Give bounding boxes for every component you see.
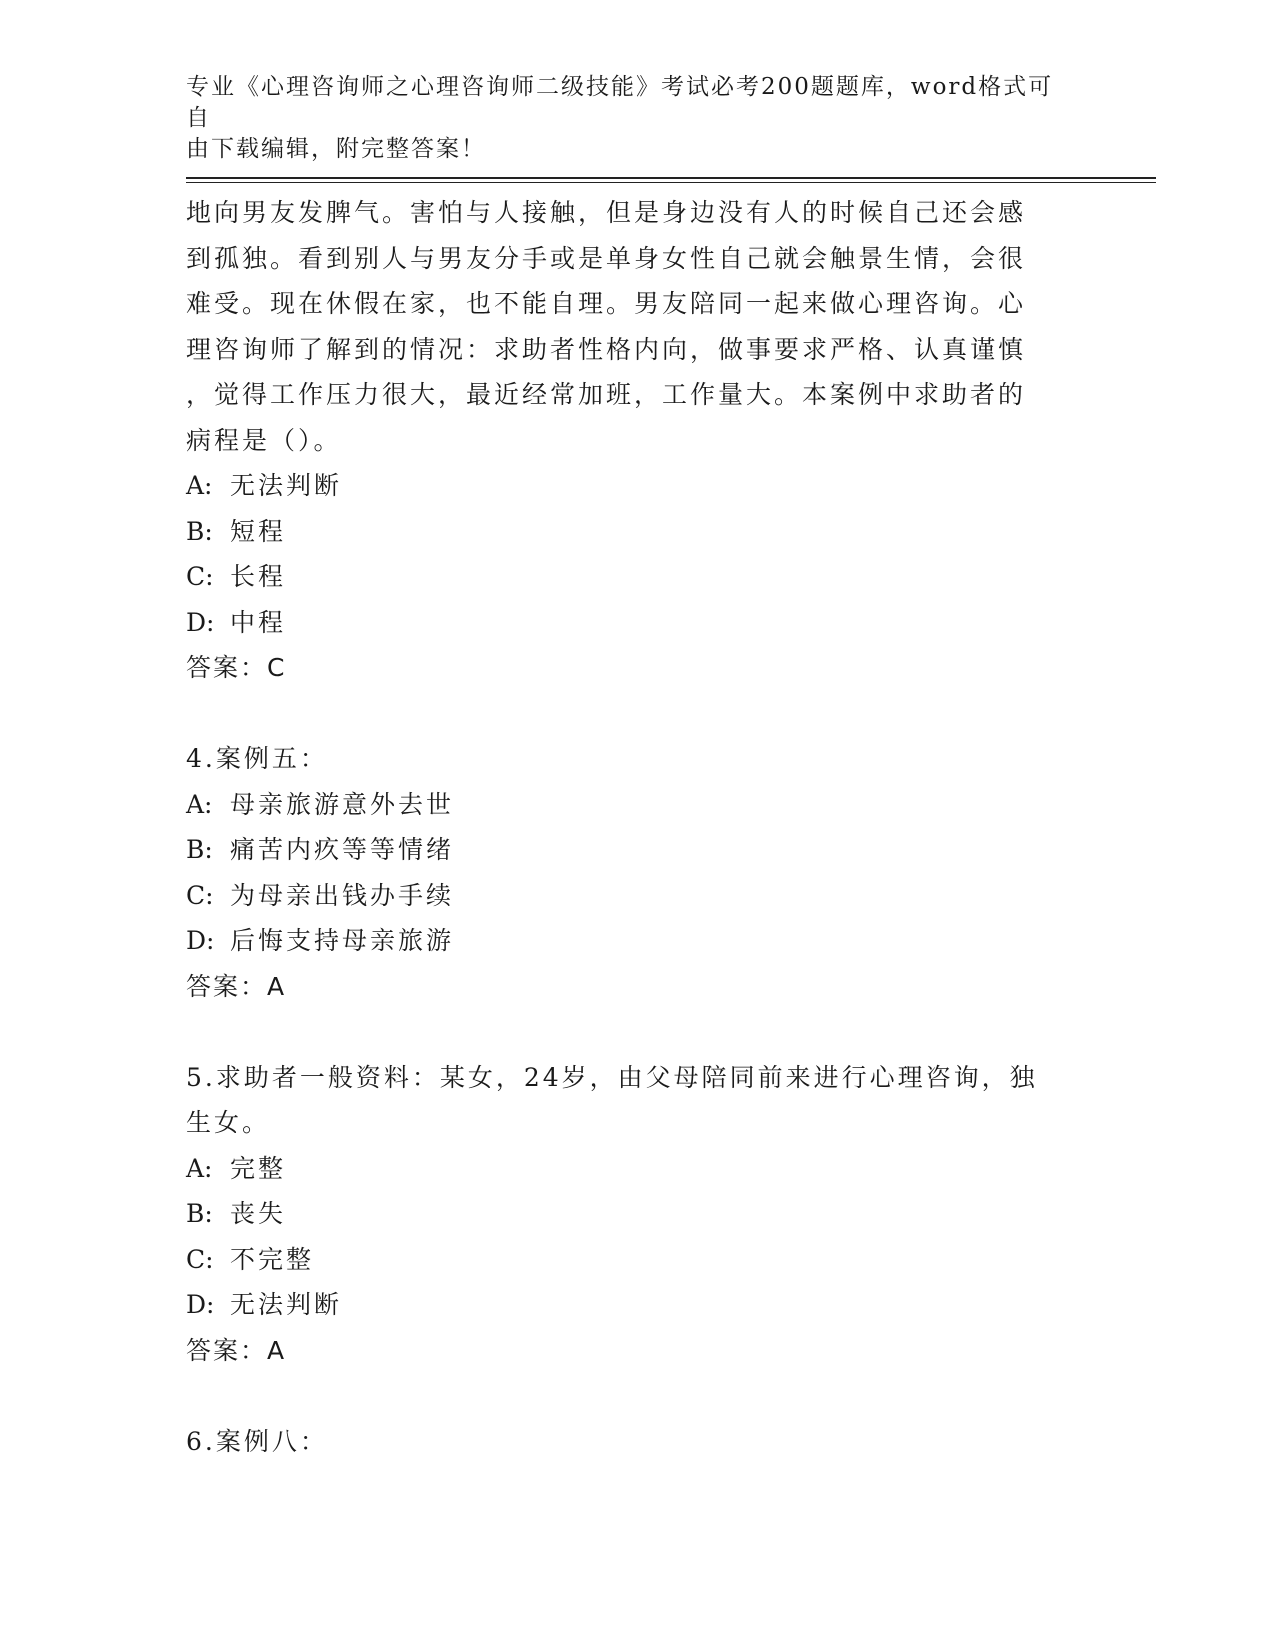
option-letter: D:: [186, 607, 215, 637]
option-a: [186, 782, 1086, 828]
option-text: 母亲旅游意外去世: [230, 789, 455, 819]
option-text: 长程: [230, 562, 287, 591]
option-c: [186, 873, 1086, 919]
answer-line: 答案：C: [186, 653, 287, 682]
question-text-line: 病程是（）。: [186, 425, 342, 455]
option-a: [186, 1146, 1086, 1192]
spacer: [186, 1373, 1086, 1419]
option-c: [186, 554, 1086, 600]
option-text: 痛苦内疚等等情绪: [230, 835, 455, 864]
question-text-line: ，觉得工作压力很大，最近经常加班，工作量大。本案例中求助者的: [186, 380, 1027, 409]
header-line-1: 专业《心理咨询师之心理咨询师二级技能》考试必考200题题库，word格式可自: [186, 74, 1054, 131]
option-letter: A:: [186, 1153, 213, 1183]
spacer: [186, 691, 1086, 737]
option-letter: C:: [186, 880, 214, 910]
option-letter: D:: [186, 926, 215, 955]
document-body: [186, 190, 1086, 1464]
option-b: [186, 509, 1086, 555]
option-text: 中程: [230, 607, 287, 637]
question-title: 6.案例八：: [186, 1426, 328, 1456]
option-b: [186, 827, 1086, 873]
option-text: 为母亲出钱办手续: [230, 880, 455, 910]
document-header: [186, 72, 1066, 165]
question-text-line: 生女。: [186, 1108, 271, 1137]
question-3: [186, 190, 1086, 691]
answer-line: 答案：A: [186, 971, 287, 1001]
spacer: [186, 1009, 1086, 1055]
option-b: [186, 1191, 1086, 1237]
option-letter: A:: [186, 471, 213, 500]
option-d: [186, 1282, 1086, 1328]
question-4: [186, 736, 1086, 1009]
option-a: [186, 463, 1086, 509]
option-d: [186, 600, 1086, 646]
question-title: 4.案例五：: [186, 744, 328, 773]
option-text: 无法判断: [230, 471, 343, 500]
header-line-2: 由下载编辑，附完整答案！: [186, 136, 486, 162]
header-divider-thick: [186, 177, 1156, 179]
option-letter: A:: [186, 789, 213, 819]
option-text: 无法判断: [230, 1290, 343, 1319]
question-text-line: 理咨询师了解到的情况：求助者性格内向，做事要求严格、认真谨慎: [186, 334, 1027, 364]
question-text-line: 到孤独。看到别人与男友分手或是单身女性自己就会触景生情，会很: [186, 243, 1027, 273]
option-d: [186, 918, 1086, 964]
option-letter: B:: [186, 1199, 213, 1228]
option-letter: C:: [186, 562, 214, 591]
option-text: 完整: [230, 1153, 287, 1183]
option-letter: C:: [186, 1244, 214, 1274]
question-5: [186, 1055, 1086, 1374]
option-c: [186, 1237, 1086, 1283]
option-letter: B:: [186, 835, 213, 864]
option-text: 丧失: [230, 1199, 287, 1228]
option-letter: B:: [186, 516, 213, 546]
option-text: 短程: [230, 516, 287, 546]
question-text-line: 难受。现在休假在家，也不能自理。男友陪同一起来做心理咨询。心: [186, 289, 1027, 318]
question-text-line: 5.求助者一般资料：某女，24岁，由父母陪同前来进行心理咨询，独: [186, 1062, 1038, 1092]
answer-line: 答案：A: [186, 1335, 287, 1365]
header-divider-thin: [186, 182, 1156, 183]
question-6: [186, 1419, 1086, 1465]
question-text-line: 地向男友发脾气。害怕与人接触，但是身边没有人的时候自己还会感: [186, 198, 1027, 227]
option-text: 后悔支持母亲旅游: [230, 926, 455, 955]
option-letter: D:: [186, 1290, 215, 1319]
option-text: 不完整: [230, 1244, 315, 1274]
